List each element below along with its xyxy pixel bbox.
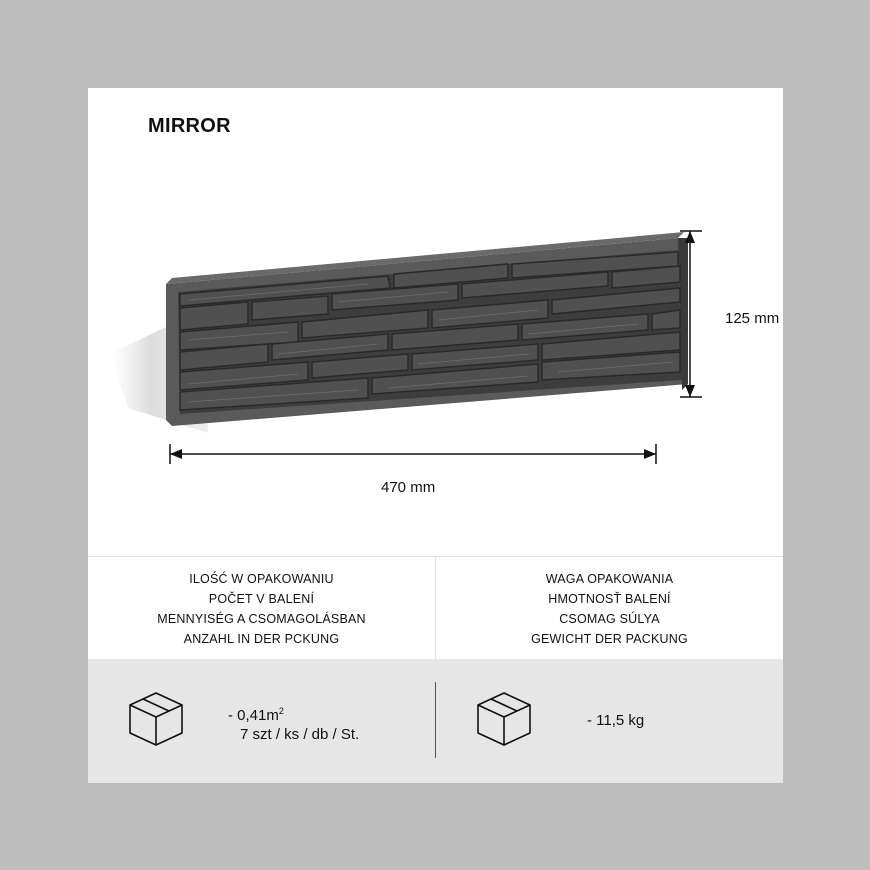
weight-label-group: [436, 557, 783, 660]
weight-label-de: GEWICHT DER PACKUNG: [531, 631, 688, 646]
quantity-label-hu: MENNYISÉG A CSOMAGOLÁSBAN: [157, 611, 366, 626]
box-icon: [126, 689, 186, 749]
product-card: [88, 88, 783, 783]
quantity-label-de: ANZAHL IN DER PCKUNG: [183, 631, 340, 646]
quantity-label-group: [88, 557, 436, 660]
width-dimension-line: [170, 444, 656, 464]
package-info-labels: [88, 556, 783, 660]
weight-label-sk: HMOTNOSŤ BALENÍ: [548, 591, 671, 606]
column-divider: [435, 682, 436, 758]
product-title: MIRROR: [148, 115, 231, 137]
width-label: 470 mm: [381, 479, 436, 496]
height-label: 125 mm: [725, 310, 780, 327]
quantity-value: [228, 706, 359, 744]
quantity-label-cz: POČET V BALENÍ: [208, 591, 315, 606]
weight-value: - 11,5 kg: [587, 712, 645, 729]
quantity-area: - 0,41m: [228, 707, 279, 724]
quantity-label-pl: ILOŚĆ W OPAKOWANIU: [189, 571, 334, 586]
weight-label-hu: CSOMAG SÚLYA: [559, 611, 660, 626]
quantity-pieces: 7 szt / ks / db / St.: [240, 726, 360, 743]
weight-label-pl: WAGA OPAKOWANIA: [545, 571, 674, 586]
stone-panel: [166, 232, 688, 426]
product-illustration: [88, 88, 783, 558]
quantity-area-unit-sup: 2: [278, 706, 284, 716]
package-info-values: [88, 659, 783, 783]
box-icon: [474, 689, 534, 749]
